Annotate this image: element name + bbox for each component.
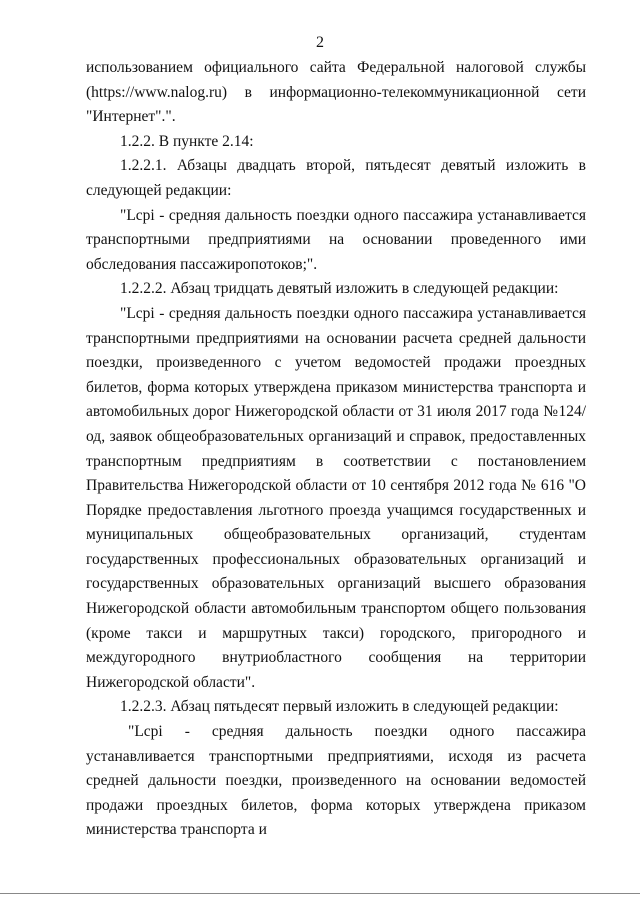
paragraph-quote-2: "Lcpi - средняя дальность поездки одного пассажира устанавливается транспортными предприятиями на основании расчета средней дальности поездки, произведенного с учетом ведомостей продажи проездных билетов, форма которых утверждена приказом министерства транспорта и автомобильных дорог Нижегородской области от 31 июля 2017 года №124/од, заявок общеобразовательных организаций и справок, предоставленных транспортным предприятиям в соответствии с постановлением Правительства Нижегородской области от 10 сентября 2012 года № 616 "О Порядке предоставления льготного проезда учащимся государственных и муниципальных общеобразовательных организаций, студентам государственных профессиональных образовательных организаций и государственных образовательных организаций высшего образования Нижегородской области автомобильным транспортом общего пользования (кроме такси и маршрутных такси) городского, пригородного и междугородного внутриобластного сообщения на территории Нижегородской области". [86, 304, 586, 691]
paragraph-item-1-2-2: 1.2.2. В пункте 2.14: [120, 132, 254, 150]
page-number: 2 [316, 34, 324, 51]
paragraph-quote-3: "Lcpi - средняя дальность поездки одного пассажира устанавливается транспортными предприятиями, исходя из расчета средней дальности поездки, произведенного на основании ведомостей продажи проездных билетов, форма которых утверждена приказом министерства транспорта и [86, 723, 586, 839]
paragraph-continuation: использованием официального сайта Федеральной налоговой службы (https://www.nalog.ru) в информационно-телекоммуникационной сети "Интернет".". [86, 59, 586, 126]
document-body [86, 56, 586, 843]
paragraph-item-1-2-2-3: 1.2.2.3. Абзац пятьдесят первый изложить в следующей редакции: [120, 698, 559, 716]
scan-edge-divider [0, 893, 640, 894]
paragraph-item-1-2-2-2: 1.2.2.2. Абзац тридцать девятый изложить в следующей редакции: [120, 280, 559, 298]
paragraph-quote-1: "Lcpi - средняя дальность поездки одного пассажира устанавливается транспортными предприятиями на основании проведенного ими обследования пассажиропотоков;". [86, 206, 586, 273]
paragraph-item-1-2-2-1: 1.2.2.1. Абзацы двадцать второй, пятьдесят девятый изложить в следующей редакции: [86, 157, 586, 199]
